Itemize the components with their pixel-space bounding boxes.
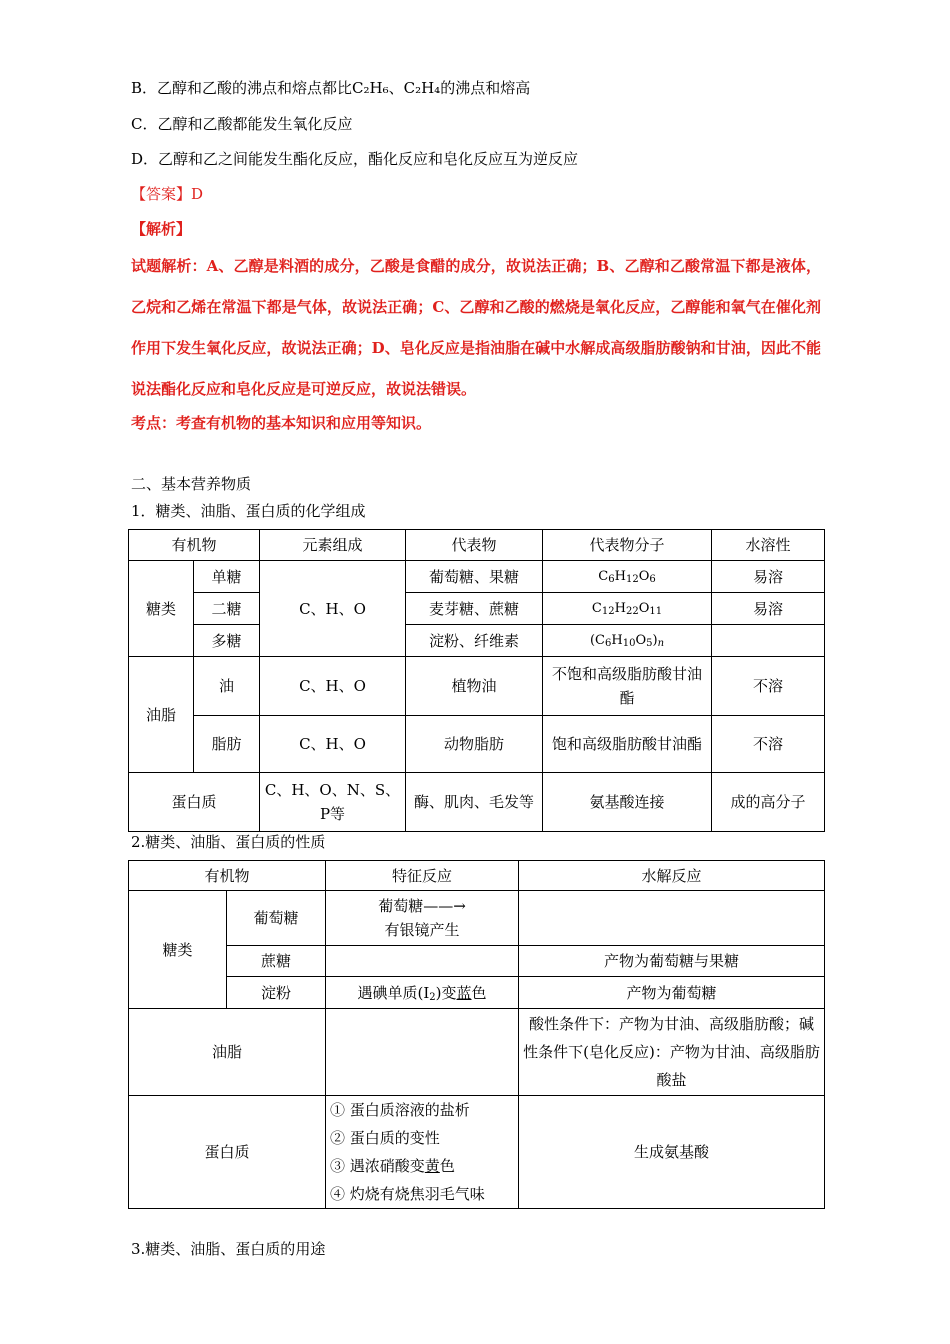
p-sugar-category: 糖类 [129, 891, 227, 1009]
mono-representative: 葡萄糖、果糖 [406, 561, 543, 593]
di-sugar: 二糖 [194, 593, 260, 625]
oil-representative: 植物油 [406, 657, 543, 716]
protein-reaction-3 [330, 1152, 514, 1180]
oil-solubility: 不溶 [712, 657, 825, 716]
sugar-elements: C、H、O [260, 561, 406, 657]
oil-elements: C、H、O [260, 657, 406, 716]
properties-table [128, 860, 825, 1209]
subsection-1-heading: 1．糖类、油脂、蛋白质的化学组成 [131, 502, 366, 520]
option-b: B．乙醇和乙酸的沸点和熔点都比C₂H₆、C₂H₄的沸点和熔高 [131, 79, 531, 97]
protein-solubility: 成的高分子 [712, 773, 825, 832]
di-formula: $C_{12}H_{22}O_{11}$ [543, 593, 712, 625]
sucrose: 蔗糖 [227, 946, 326, 977]
sucrose-reaction [326, 946, 519, 977]
starch-reaction-color: 蓝 [456, 983, 472, 1002]
protein-reaction-4: ④ 灼烧有烧焦羽毛气味 [330, 1185, 485, 1203]
subsection-2-heading: 2.糖类、油脂、蛋白质的性质 [131, 833, 326, 851]
header-representative: 代表物 [406, 530, 543, 561]
starch-reaction-pre: 遇碘单质(I [357, 983, 430, 1002]
protein-category: 蛋白质 [129, 773, 260, 832]
fat-category: 油脂 [129, 657, 194, 773]
glucose-reaction-line1: 葡萄糖——→ [378, 897, 466, 915]
protein-reaction-2: ② 蛋白质的变性 [330, 1129, 440, 1147]
starch: 淀粉 [227, 977, 326, 1009]
protein-reaction-3-pre: ③ 遇浓硝酸变 [330, 1157, 425, 1175]
protein-elements: C、H、O、N、S、P等 [260, 773, 406, 832]
option-c: C．乙醇和乙酸都能发生氧化反应 [131, 115, 353, 133]
protein-molecule: 氨基酸连接 [543, 773, 712, 832]
header-molecule: 代表物分子 [543, 530, 712, 561]
starch-hydrolysis: 产物为葡萄糖 [519, 977, 825, 1009]
poly-formula: $(C_6H_{10}O_5)_n$ [543, 625, 712, 657]
di-solubility: 易溶 [712, 593, 825, 625]
protein-reaction-1: ① 蛋白质溶液的盐析 [330, 1101, 470, 1119]
starch-reaction-mid: )变 [435, 983, 457, 1002]
glucose: 葡萄糖 [227, 891, 326, 946]
grease-elements: C、H、O [260, 716, 406, 773]
sugar-category: 糖类 [129, 561, 194, 657]
oil: 油 [194, 657, 260, 716]
mono-sugar: 单糖 [194, 561, 260, 593]
kaodian-text: 考点：考查有机物的基本知识和应用等知识。 [131, 414, 432, 432]
glucose-reaction [326, 891, 519, 946]
protein-reactions [326, 1096, 519, 1209]
poly-sugar: 多糖 [194, 625, 260, 657]
glucose-reaction-line2: 有银镜产生 [384, 921, 460, 939]
section-2-heading: 二、基本营养物质 [131, 475, 252, 493]
option-d: D．乙醇和乙之间能发生酯化反应，酯化反应和皂化反应互为逆反应 [131, 150, 579, 168]
glucose-hydrolysis [519, 891, 825, 946]
grease: 脂肪 [194, 716, 260, 773]
protein-hydrolysis: 生成氨基酸 [519, 1096, 825, 1209]
starch-reaction-post: 色 [471, 983, 487, 1002]
grease-solubility: 不溶 [712, 716, 825, 773]
grease-representative: 动物脂肪 [406, 716, 543, 773]
sucrose-hydrolysis: 产物为葡萄糖与果糖 [519, 946, 825, 977]
header-solubility: 水溶性 [712, 530, 825, 561]
poly-representative: 淀粉、纤维素 [406, 625, 543, 657]
starch-reaction-sub: 2 [429, 991, 436, 1003]
protein-reaction-3-post: 色 [439, 1157, 455, 1175]
header-elements: 元素组成 [260, 530, 406, 561]
mono-formula: $C_6H_{12}O_6$ [543, 561, 712, 593]
fat-reaction [326, 1009, 519, 1096]
di-representative: 麦芽糖、蔗糖 [406, 593, 543, 625]
fat-hydrolysis: 酸性条件下：产物为甘油、高级脂肪酸；碱性条件下(皂化反应)：产物为甘油、高级脂肪酸盐 [519, 1009, 825, 1096]
poly-solubility [712, 625, 825, 657]
header-organic: 有机物 [129, 530, 260, 561]
composition-table [128, 529, 825, 832]
mono-solubility: 易溶 [712, 561, 825, 593]
p-protein-category: 蛋白质 [129, 1096, 326, 1209]
oil-molecule: 不饱和高级脂肪酸甘油酯 [543, 657, 712, 716]
protein-reaction-3-color: 黄 [424, 1157, 440, 1175]
starch-reaction [326, 977, 519, 1009]
p-header-organic: 有机物 [129, 861, 326, 891]
p-fat-category: 油脂 [129, 1009, 326, 1096]
analysis-text: 试题解析：A、乙醇是料酒的成分，乙酸是食醋的成分，故说法正确；B、乙醇和乙酸常温下都是液体，乙烷和乙烯在常温下都是气体，故说法正确；C、乙醇和乙酸的燃烧是氧化反应，乙醇能和氧气在催化剂作用下发生氧化反应，故说法正确；D、皂化反应是指油脂在碱中水解成高级脂肪酸钠和甘油，因此不能说法酯化反应和皂化反应是可逆反应，故说法错误。 [131, 257, 821, 398]
answer-label: 【答案】D [131, 185, 204, 203]
grease-molecule: 饱和高级脂肪酸甘油酯 [543, 716, 712, 773]
p-header-reaction: 特征反应 [326, 861, 519, 891]
analysis-title: 【解析】 [131, 220, 192, 238]
p-header-hydrolysis: 水解反应 [519, 861, 825, 891]
protein-representative: 酶、肌肉、毛发等 [406, 773, 543, 832]
subsection-3-heading: 3.糖类、油脂、蛋白质的用途 [131, 1240, 326, 1258]
